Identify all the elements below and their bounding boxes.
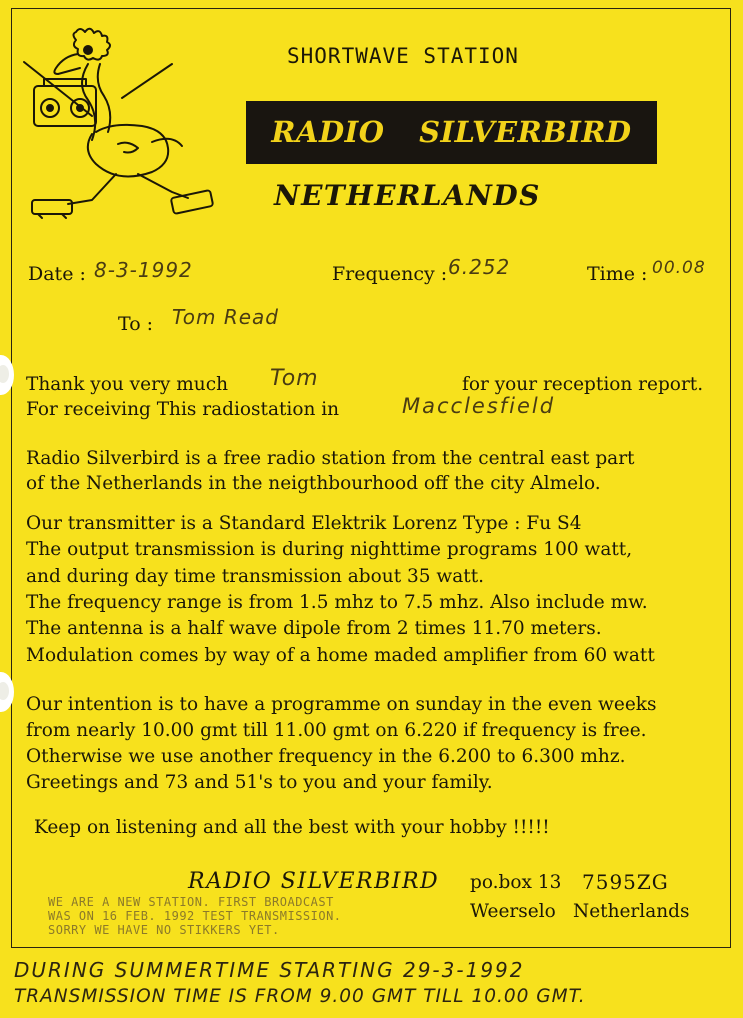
closing-line: Keep on listening and all the best with your hobby !!!!! xyxy=(34,817,550,838)
date-label: Date : xyxy=(28,263,86,285)
technical-line: Our transmitter is a Standard Elektrik Lorenz Type : Fu S4 xyxy=(26,513,582,534)
station-type-label: SHORTWAVE STATION xyxy=(287,44,519,68)
listener-location: Macclesfield xyxy=(402,394,556,418)
country-heading: NETHERLANDS xyxy=(274,179,541,212)
technical-line: The output transmission is during nighttime programs 100 watt, xyxy=(26,539,633,560)
flamingo-dj-icon xyxy=(22,24,242,224)
stamp-line: WAS ON 16 FEB. 1992 TEST TRANSMISSION. xyxy=(48,909,342,923)
to-label: To : xyxy=(118,313,154,335)
town: Weerselo xyxy=(470,901,556,922)
technical-line: The antenna is a half wave dipole from 2 times 11.70 meters. xyxy=(26,618,602,639)
listener-name: Tom xyxy=(270,366,319,391)
frequency-label: Frequency : xyxy=(332,263,448,285)
pobox: po.box 13 xyxy=(470,872,562,893)
technical-line: Modulation comes by way of a home maded amplifier from 60 watt xyxy=(26,645,655,666)
stamp-line: SORRY WE HAVE NO STIKKERS YET. xyxy=(48,923,280,937)
time-value: 00.08 xyxy=(652,258,706,278)
station-name-banner xyxy=(246,101,657,164)
schedule-line: Greetings and 73 and 51's to you and your family. xyxy=(26,772,493,793)
time-label: Time : xyxy=(587,263,648,285)
postcode: 7595ZG xyxy=(582,870,669,894)
intro-line: Radio Silverbird is a free radio station from the central east part xyxy=(26,448,635,469)
new-station-stamp xyxy=(48,895,342,937)
thanks-line-start: Thank you very much xyxy=(26,374,228,395)
technical-line: The frequency range is from 1.5 mhz to 7.5 mhz. Also include mw. xyxy=(26,592,648,613)
stamp-line: WE ARE A NEW STATION. FIRST BROADCAST xyxy=(48,895,334,909)
country: Netherlands xyxy=(573,901,690,922)
summertime-note-line: DURING SUMMERTIME STARTING 29-3-1992 xyxy=(14,958,525,982)
schedule-line: from nearly 10.00 gmt till 11.00 gmt on 6.220 if frequency is free. xyxy=(26,720,647,741)
frequency-value: 6.252 xyxy=(448,255,511,279)
intro-line: of the Netherlands in the neigthbourhood off the city Almelo. xyxy=(26,473,601,494)
footer-station-name: RADIO SILVERBIRD xyxy=(188,869,440,894)
receiving-line: For receiving This radiostation in xyxy=(26,399,340,420)
summertime-note-line: TRANSMISSION TIME IS FROM 9.00 GMT TILL 10.00 GMT. xyxy=(14,986,586,1007)
station-name: RADIO SILVERBIRD xyxy=(271,115,632,149)
schedule-line: Otherwise we use another frequency in the 6.200 to 6.300 mhz. xyxy=(26,746,626,767)
to-value: Tom Read xyxy=(172,305,279,329)
technical-line: and during day time transmission about 35 watt. xyxy=(26,566,485,587)
date-value: 8-3-1992 xyxy=(94,258,193,282)
schedule-line: Our intention is to have a programme on sunday in the even weeks xyxy=(26,694,657,715)
thanks-line-end: for your reception report. xyxy=(462,374,704,395)
